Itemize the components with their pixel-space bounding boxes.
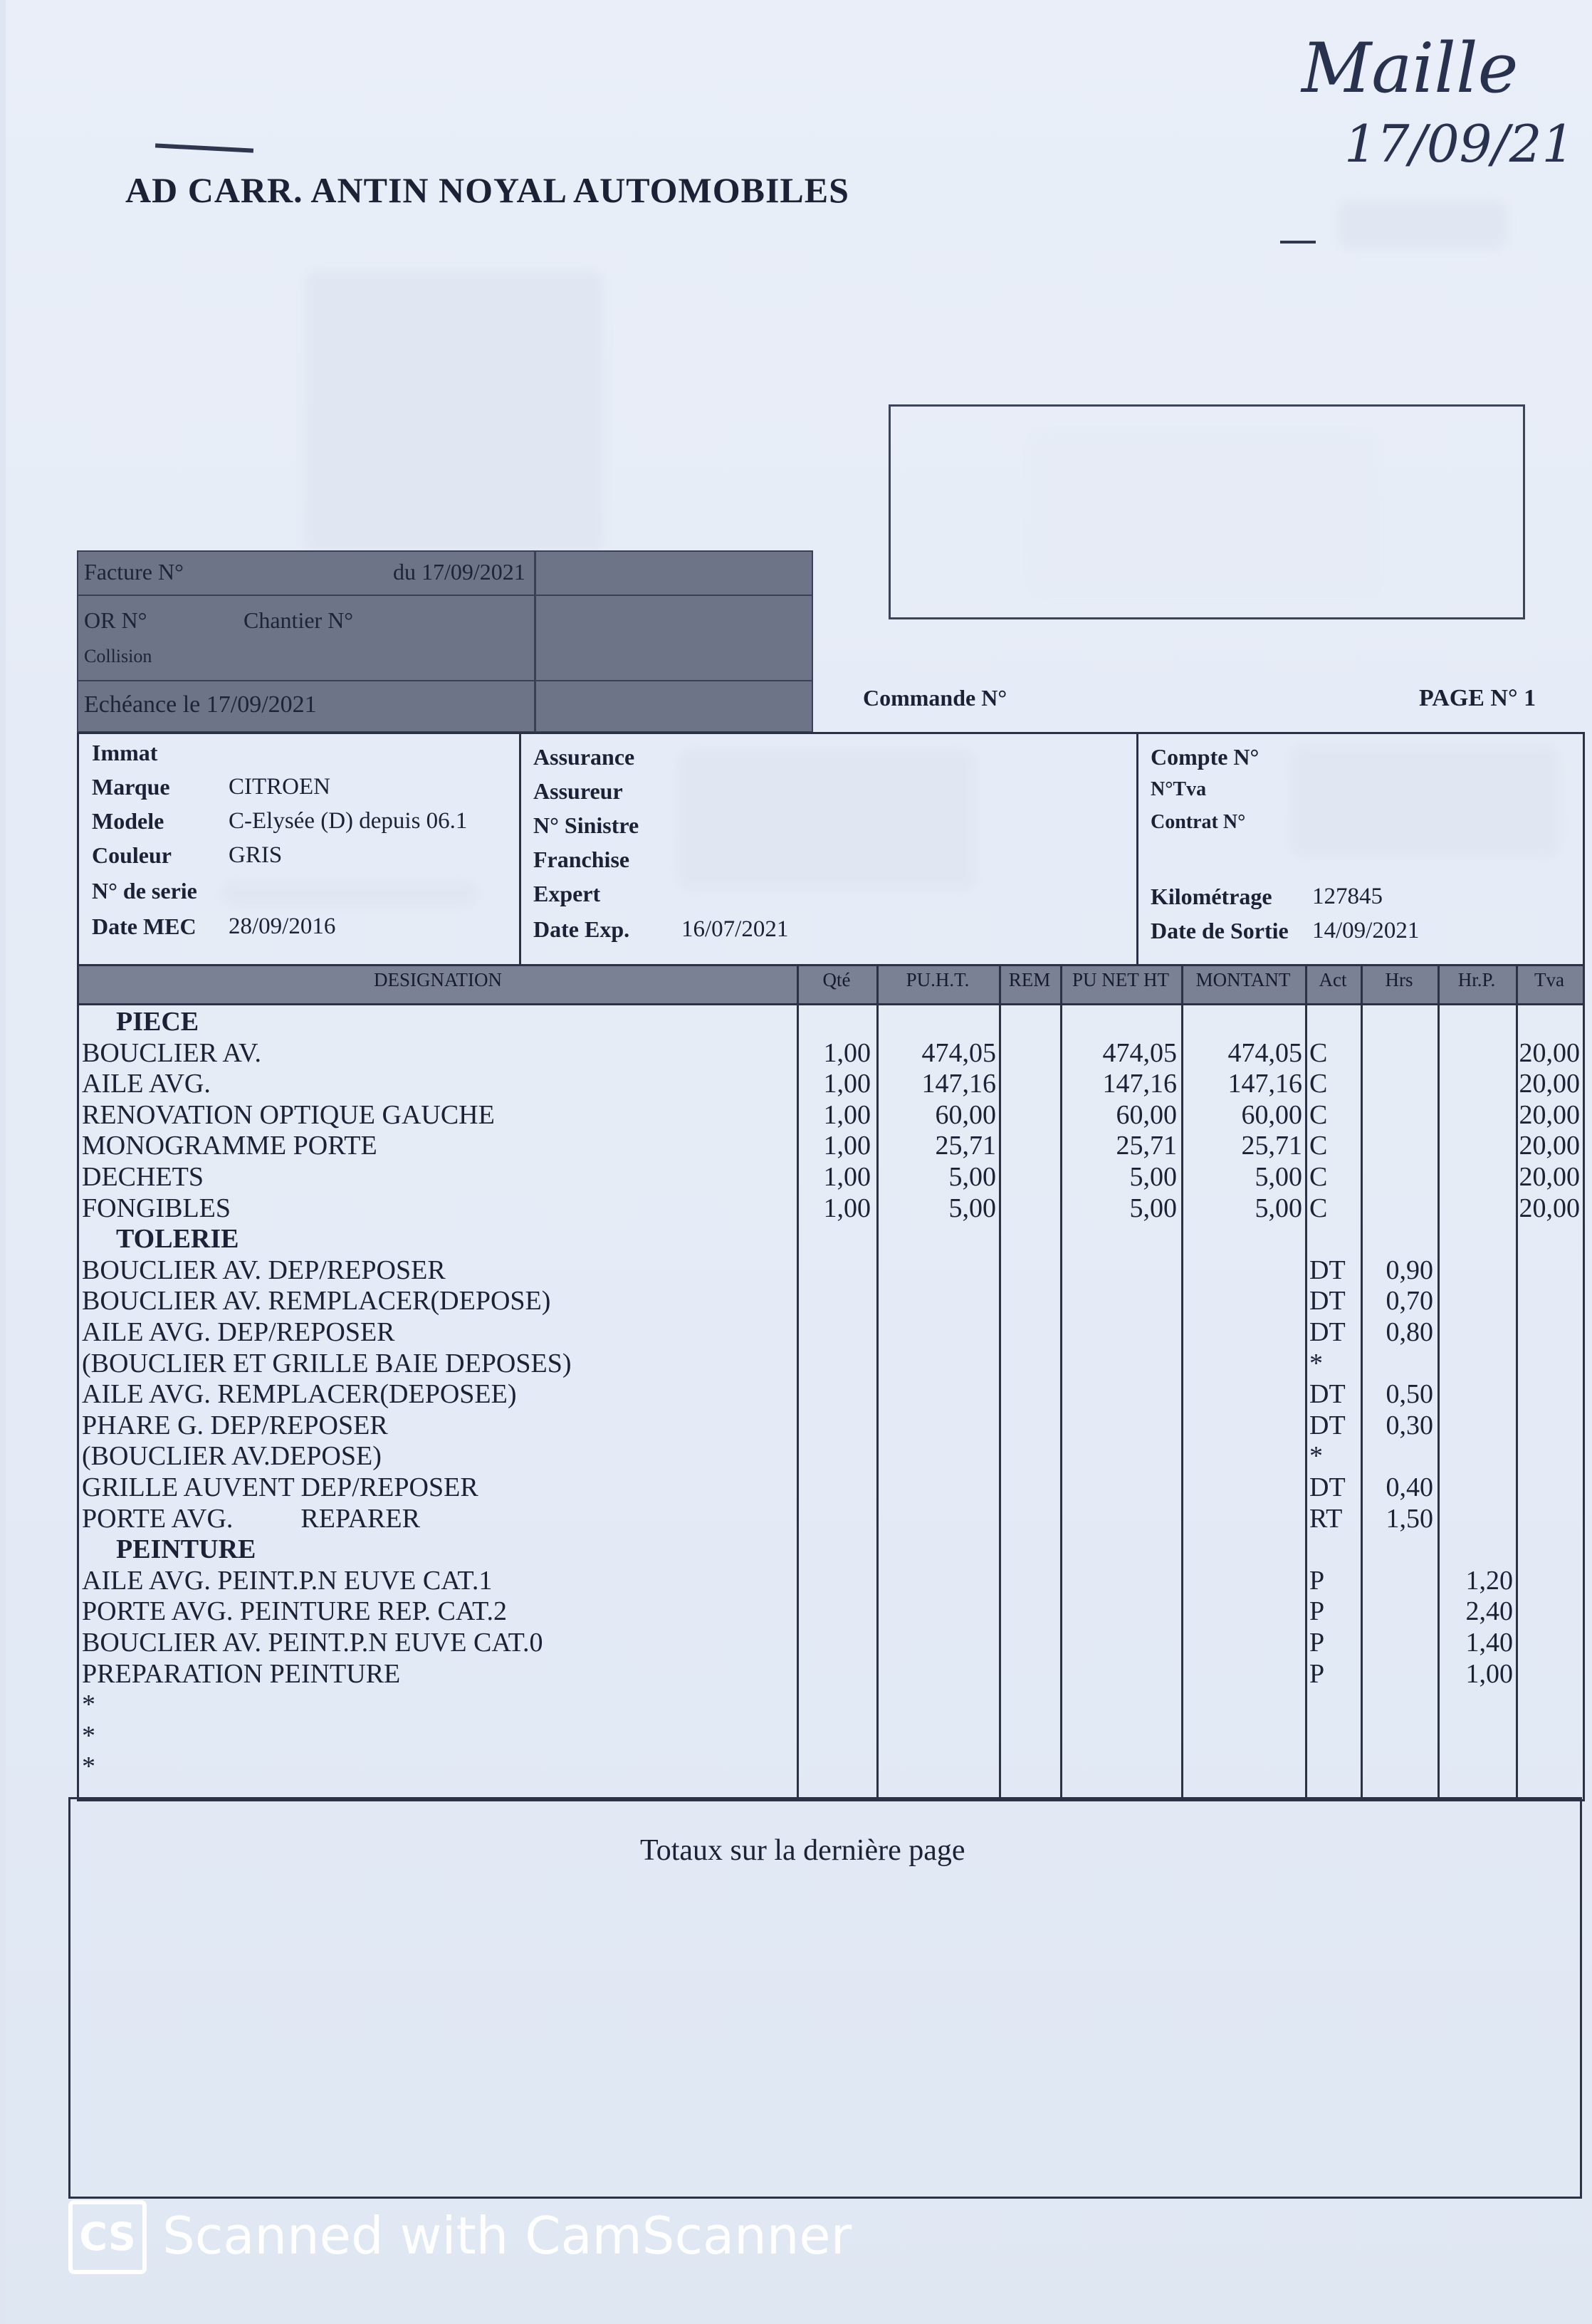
redacted-block	[1033, 435, 1375, 592]
cell-designation: *	[82, 1720, 95, 1751]
table-row	[79, 1658, 1583, 1690]
table-row	[79, 1068, 1583, 1099]
handwritten-name: Maille	[1302, 28, 1519, 108]
camscanner-logo-icon: CS	[68, 2200, 147, 2274]
cell-act: DT	[1309, 1410, 1346, 1440]
cell-pu-ht: 5,00	[948, 1162, 996, 1192]
page-number: PAGE N° 1	[1419, 685, 1536, 711]
sortie-value: 14/09/2021	[1312, 918, 1420, 943]
pen-mark	[155, 143, 253, 152]
cell-act: C	[1309, 1037, 1328, 1068]
table-row	[79, 1472, 1583, 1503]
cell-act: DT	[1309, 1379, 1346, 1410]
cell-montant: 5,00	[1255, 1193, 1302, 1223]
cell-designation: PORTE AVG. PEINTURE REP. CAT.2	[82, 1596, 507, 1627]
cell-qte: 1,00	[823, 1037, 871, 1068]
cell-designation: BOUCLIER AV. PEINT.P.N EUVE CAT.0	[82, 1628, 543, 1658]
vehicle-info-box	[77, 732, 1585, 968]
cell-hrs: 0,90	[1386, 1255, 1433, 1285]
cell-hr-p: 1,00	[1465, 1658, 1513, 1689]
line-items-table	[77, 964, 1585, 1801]
cell-designation: GRILLE AUVENT DEP/REPOSER	[82, 1472, 478, 1502]
cell-designation: AILE AVG. REMPLACER(DEPOSEE)	[82, 1379, 517, 1410]
redacted-block	[1337, 199, 1508, 249]
company-name: AD CARR. ANTIN NOYAL AUTOMOBILES	[125, 170, 849, 210]
cell-qte: 1,00	[823, 1193, 871, 1223]
redacted-block	[221, 881, 478, 906]
table-row	[79, 1161, 1583, 1193]
table-row	[79, 1410, 1583, 1441]
arrow-mark	[1280, 241, 1316, 244]
cell-designation: *	[82, 1690, 95, 1720]
cell-pu-net: 25,71	[1116, 1131, 1177, 1161]
cell-pu-ht: 60,00	[935, 1099, 996, 1130]
cell-act: C	[1309, 1099, 1328, 1130]
cell-designation: BOUCLIER AV. REMPLACER(DEPOSE)	[82, 1286, 551, 1317]
cell-act: *	[1309, 1348, 1323, 1378]
cell-montant: 474,05	[1227, 1037, 1302, 1068]
cell-act: DT	[1309, 1317, 1346, 1347]
header-act: Act	[1319, 969, 1347, 990]
cell-act: *	[1309, 1441, 1323, 1472]
header-pu-ht: PU.H.T.	[906, 969, 970, 990]
totals-note: Totaux sur la dernière page	[640, 1834, 965, 1867]
date-exp-label: Date Exp.	[533, 916, 630, 942]
contrat-label: Contrat N°	[1151, 811, 1246, 833]
table-row	[79, 1006, 1583, 1037]
cell-hrs: 0,40	[1386, 1472, 1433, 1502]
cell-designation: (BOUCLIER ET GRILLE BAIE DEPOSES)	[82, 1348, 572, 1378]
cell-designation: AILE AVG. DEP/REPOSER	[82, 1317, 395, 1347]
cell-act: DT	[1309, 1472, 1346, 1502]
redacted-block	[305, 271, 604, 555]
table-row	[79, 1503, 1583, 1534]
cell-pu-ht: 474,05	[921, 1037, 996, 1068]
table-row	[79, 1534, 1583, 1565]
cell-montant: 25,71	[1241, 1131, 1302, 1161]
facture-label: Facture N°	[84, 559, 184, 585]
header-montant: MONTANT	[1195, 969, 1291, 990]
table-row	[79, 1689, 1583, 1720]
immat-label: Immat	[92, 740, 158, 765]
header-hr-p: Hr.P.	[1457, 969, 1496, 990]
or-label: OR N°	[84, 607, 147, 633]
table-row	[79, 1130, 1583, 1161]
franchise-label: Franchise	[533, 847, 630, 872]
cell-designation: PREPARATION PEINTURE	[82, 1658, 401, 1689]
cell-hr-p: 1,40	[1465, 1628, 1513, 1658]
table-row	[79, 1596, 1583, 1627]
cell-hrs: 1,50	[1386, 1503, 1433, 1534]
header-hrs: Hrs	[1385, 969, 1413, 990]
invoice-header-box	[77, 550, 813, 733]
cell-act: DT	[1309, 1286, 1346, 1317]
cell-act: P	[1309, 1658, 1325, 1689]
mec-value: 28/09/2016	[229, 914, 336, 939]
cell-hrs: 0,50	[1386, 1379, 1433, 1410]
cell-hrs: 0,80	[1386, 1317, 1433, 1347]
cell-tva: 20,00	[1519, 1131, 1580, 1161]
header-tva: Tva	[1534, 969, 1564, 990]
cell-tva: 20,00	[1519, 1069, 1580, 1099]
assureur-label: Assureur	[533, 778, 623, 804]
cell-act: C	[1309, 1162, 1328, 1192]
cell-pu-net: 147,16	[1102, 1069, 1177, 1099]
cell-pu-net: 5,00	[1129, 1162, 1177, 1192]
chantier-label: Chantier N°	[243, 607, 354, 633]
cell-designation: RENOVATION OPTIQUE GAUCHE	[82, 1099, 495, 1130]
table-row	[79, 1720, 1583, 1752]
table-row	[79, 1440, 1583, 1472]
marque-value: CITROEN	[229, 774, 330, 800]
cell-hr-p: 2,40	[1465, 1596, 1513, 1627]
cell-pu-ht: 5,00	[948, 1193, 996, 1223]
km-value: 127845	[1312, 884, 1383, 909]
cell-act: RT	[1309, 1503, 1343, 1534]
cell-tva: 20,00	[1519, 1162, 1580, 1192]
redacted-block	[1289, 744, 1560, 858]
cell-designation: BOUCLIER AV. DEP/REPOSER	[82, 1255, 446, 1285]
mec-label: Date MEC	[92, 914, 197, 939]
cell-act: P	[1309, 1596, 1325, 1627]
cell-qte: 1,00	[823, 1069, 871, 1099]
table-row	[79, 1193, 1583, 1224]
cell-hrs: 0,30	[1386, 1410, 1433, 1440]
cell-designation: *	[82, 1752, 95, 1782]
cell-act: P	[1309, 1628, 1325, 1658]
commande-label: Commande N°	[863, 685, 1007, 711]
header-designation: DESIGNATION	[374, 969, 502, 990]
cell-qte: 1,00	[823, 1099, 871, 1130]
divider	[78, 680, 812, 681]
table-row	[79, 1378, 1583, 1410]
redacted-block	[677, 748, 976, 891]
totals-box	[68, 1797, 1582, 2199]
cell-pu-net: 5,00	[1129, 1193, 1177, 1223]
cell-act: C	[1309, 1131, 1328, 1161]
couleur-value: GRIS	[229, 842, 283, 868]
table-row	[79, 1348, 1583, 1379]
cell-hrs: 0,70	[1386, 1286, 1433, 1317]
echeance-date: Echéance le 17/09/2021	[84, 691, 317, 718]
sinistre-label: N° Sinistre	[533, 812, 639, 838]
table-row	[79, 1099, 1583, 1131]
header-pu-net-ht: PU NET HT	[1072, 969, 1169, 990]
modele-value: C-Elysée (D) depuis 06.1	[229, 808, 468, 834]
divider	[1136, 734, 1138, 966]
cell-act: P	[1309, 1565, 1325, 1596]
cell-pu-ht: 25,71	[935, 1131, 996, 1161]
km-label: Kilométrage	[1151, 884, 1272, 909]
cell-qte: 1,00	[823, 1162, 871, 1192]
table-row	[79, 1751, 1583, 1782]
cell-designation: DECHETS	[82, 1162, 204, 1192]
cell-designation: AILE AVG. PEINT.P.N EUVE CAT.1	[82, 1565, 493, 1596]
header-qte: Qté	[822, 969, 851, 990]
invoice-date: du 17/09/2021	[393, 559, 525, 585]
cell-designation: TOLERIE	[116, 1224, 239, 1255]
address-box	[889, 404, 1525, 619]
tva-label: N°Tva	[1151, 778, 1207, 800]
invoice-page	[6, 0, 1592, 2324]
divider	[519, 734, 521, 966]
expert-label: Expert	[533, 881, 601, 906]
cell-designation: PORTE AVG. REPARER	[82, 1503, 420, 1534]
compte-label: Compte N°	[1151, 744, 1260, 770]
table-row	[79, 1223, 1583, 1255]
cell-montant: 60,00	[1241, 1099, 1302, 1130]
cell-pu-net: 474,05	[1102, 1037, 1177, 1068]
cell-tva: 20,00	[1519, 1099, 1580, 1130]
sortie-label: Date de Sortie	[1151, 918, 1289, 943]
cell-pu-ht: 147,16	[921, 1069, 996, 1099]
cell-designation: AILE AVG.	[82, 1069, 211, 1099]
divider	[78, 595, 812, 596]
table-row	[79, 1255, 1583, 1286]
cell-montant: 5,00	[1255, 1162, 1302, 1192]
cell-designation: PIECE	[116, 1007, 199, 1037]
cell-act: DT	[1309, 1255, 1346, 1285]
cell-designation: (BOUCLIER AV.DEPOSE)	[82, 1441, 382, 1472]
cell-qte: 1,00	[823, 1131, 871, 1161]
assurance-label: Assurance	[533, 744, 635, 770]
table-row	[79, 1037, 1583, 1069]
table-row	[79, 1285, 1583, 1317]
cell-designation: BOUCLIER AV.	[82, 1037, 261, 1068]
cell-designation: PEINTURE	[116, 1534, 256, 1565]
cell-pu-net: 60,00	[1116, 1099, 1177, 1130]
cell-tva: 20,00	[1519, 1193, 1580, 1223]
table-row	[79, 1317, 1583, 1348]
serie-label: N° de serie	[92, 878, 197, 904]
cell-designation: MONOGRAMME PORTE	[82, 1131, 377, 1161]
handwritten-number: 17/09/21	[1344, 114, 1575, 174]
table-row	[79, 1627, 1583, 1658]
cell-act: C	[1309, 1193, 1328, 1223]
cell-tva: 20,00	[1519, 1037, 1580, 1068]
date-exp-value: 16/07/2021	[681, 916, 789, 942]
header-rem: REM	[1008, 969, 1051, 990]
cell-designation: FONGIBLES	[82, 1193, 231, 1223]
table-row	[79, 1565, 1583, 1596]
table-header	[79, 966, 1583, 1005]
cell-montant: 147,16	[1227, 1069, 1302, 1099]
modele-label: Modele	[92, 808, 164, 834]
divider	[534, 552, 536, 731]
collision-label: Collision	[84, 646, 152, 666]
cell-hr-p: 1,20	[1465, 1565, 1513, 1596]
marque-label: Marque	[92, 774, 170, 800]
couleur-label: Couleur	[92, 842, 172, 868]
cell-act: C	[1309, 1069, 1328, 1099]
camscanner-text: Scanned with CamScanner	[162, 2206, 852, 2266]
cell-designation: PHARE G. DEP/REPOSER	[82, 1410, 388, 1440]
